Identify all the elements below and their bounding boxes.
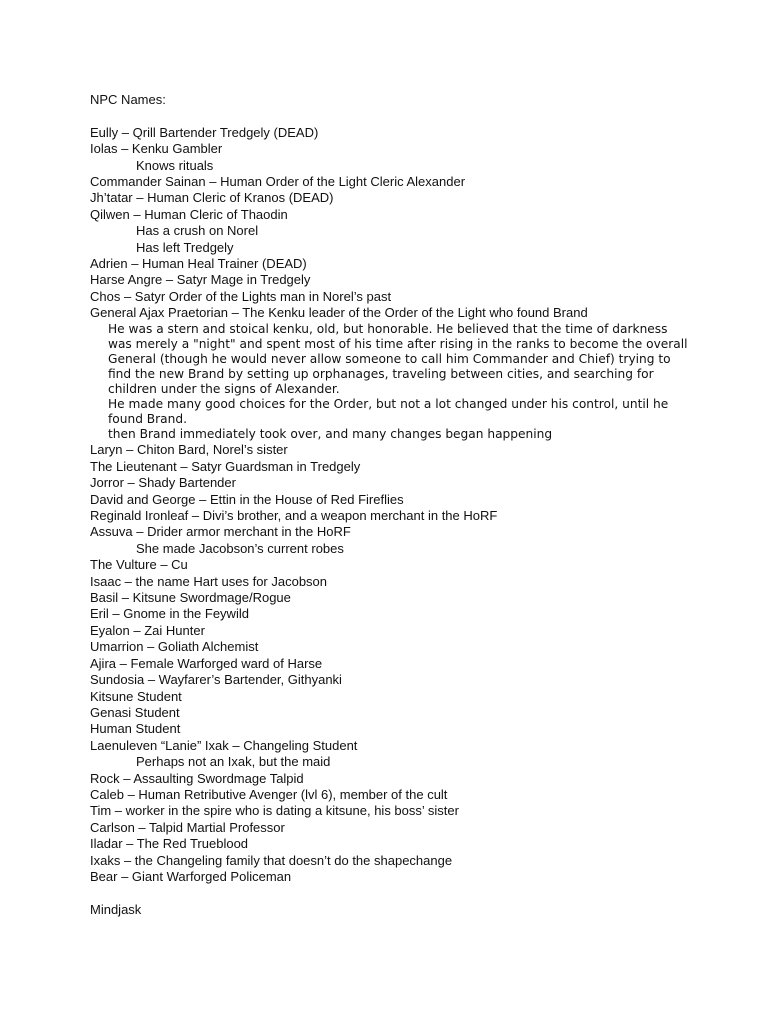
npc-entry: Jorror – Shady Bartender (90, 475, 236, 491)
npc-entry: Adrien – Human Heal Trainer (DEAD) (90, 256, 307, 272)
npc-entry: The Vulture – Cu (90, 557, 188, 573)
npc-entry: General Ajax Praetorian – The Kenku leader of the Order of the Light who found Brand (90, 305, 588, 321)
npc-entry: Iladar – The Red Trueblood (90, 836, 249, 852)
npc-entry: Eril – Gnome in the Feywild (90, 606, 249, 622)
npc-entry: Basil – Kitsune Swordmage/Rogue (90, 590, 291, 606)
document-title: NPC Names: (90, 92, 166, 107)
npc-entry: Ajira – Female Warforged ward of Harse (90, 655, 323, 671)
npc-entry: Sundosia – Wayfarer’s Bartender, Githyanki (90, 672, 342, 688)
blank-line (90, 885, 730, 901)
npc-subnote: Knows rituals (136, 157, 214, 173)
npc-description-paragraph: He was a stern and stoical kenku, old, but honorable. He believed that the time of darkness was merely a "night" and spent most of his time after rising in the ranks to become the overall General (though he would never allow someone to call him Commander and Chief) trying to find the new Brand by setting up orphanages, traveling between cities, and searching for children under the signs of Alexander. (108, 321, 688, 397)
npc-entry: Reginald Ironleaf – Divi’s brother, and a weapon merchant in the HoRF (90, 508, 498, 524)
blank-line (90, 108, 730, 124)
npc-entry: Laryn – Chiton Bard, Norel’s sister (90, 442, 288, 458)
npc-entry: Iolas – Kenku Gambler (90, 141, 223, 157)
npc-entry: Ixaks – the Changeling family that doesn’t do the shapechange (90, 852, 453, 868)
npc-entry: Tim – worker in the spire who is dating a kitsune, his boss’ sister (90, 803, 459, 819)
npc-entry: Chos – Satyr Order of the Lights man in Norel’s past (90, 288, 392, 304)
npc-entry: Caleb – Human Retributive Avenger (lvl 6), member of the cult (90, 786, 448, 802)
npc-entry: Assuva – Drider armor merchant in the HoRF (90, 524, 351, 540)
npc-entry: Rock – Assaulting Swordmage Talpid (90, 770, 304, 786)
npc-entry: Eyalon – Zai Hunter (90, 622, 205, 638)
npc-entry: Harse Angre – Satyr Mage in Tredgely (90, 272, 311, 288)
npc-subnote: She made Jacobson’s current robes (136, 540, 344, 556)
npc-subnote: Has a crush on Norel (136, 223, 259, 239)
npc-entry: David and George – Ettin in the House of Red Fireflies (90, 491, 404, 507)
npc-description-paragraph: then Brand immediately took over, and many changes began happening (108, 427, 553, 442)
npc-description-paragraph: He made many good choices for the Order, but not a lot changed under his control, until he found Brand. (108, 397, 669, 427)
npc-entry: Kitsune Student (90, 688, 182, 704)
npc-entry: The Lieutenant – Satyr Guardsman in Tredgely (90, 458, 361, 474)
npc-entry: Isaac – the name Hart uses for Jacobson (90, 573, 328, 589)
footer-name: Mindjask (90, 901, 142, 917)
document-page (90, 92, 730, 918)
npc-entry: Jh’tatar – Human Cleric of Kranos (DEAD) (90, 190, 334, 206)
npc-entry: Bear – Giant Warforged Policeman (90, 868, 292, 884)
npc-entry: Human Student (90, 721, 181, 737)
npc-entry: Carlson – Talpid Martial Professor (90, 819, 285, 835)
npc-entry: Eully – Qrill Bartender Tredgely (DEAD) (90, 124, 319, 140)
npc-entry: Qilwen – Human Cleric of Thaodin (90, 206, 288, 222)
npc-entry: Commander Sainan – Human Order of the Light Cleric Alexander (90, 174, 466, 190)
npc-entry: Umarrion – Goliath Alchemist (90, 639, 259, 655)
npc-subnote: Perhaps not an Ixak, but the maid (136, 754, 331, 770)
npc-entry: Genasi Student (90, 704, 180, 720)
npc-subnote: Has left Tredgely (136, 239, 234, 255)
npc-entry: Laenuleven “Lanie” Ixak – Changeling Student (90, 737, 358, 753)
